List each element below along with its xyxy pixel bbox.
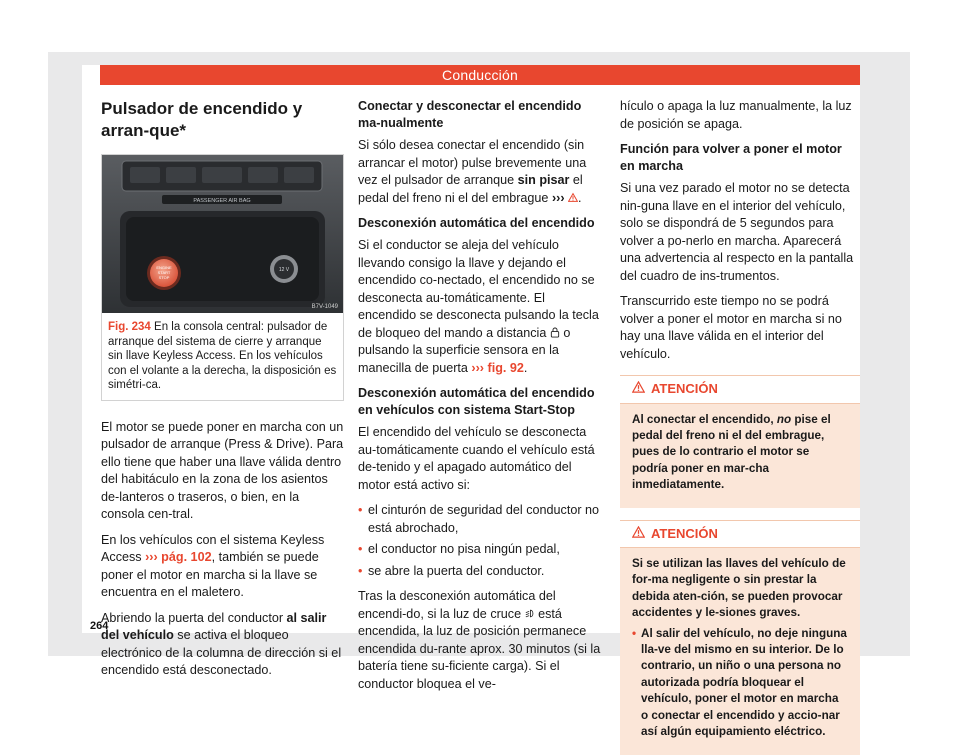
- console-illustration: [102, 155, 343, 313]
- paragraph: El encendido del vehículo se desconecta au-tomáticamente cuando el vehículo está de-tenido y el apagado automático del motor está activo si:: [358, 425, 595, 492]
- condition-list: [358, 502, 604, 580]
- warning-bullet: • Al salir del vehículo, no deje ninguna lla-ve del mismo en su interior. De lo contrario, un niño o una persona no autorizada podría bloquear el vehículo, poner el motor en marcha o conectar el encendido y accio-nar así algún equipamiento eléctrico.: [632, 626, 848, 741]
- paragraph: Transcurrido este tiempo no se podrá volver a poner el motor en marcha si no hay una llave válida en el interior del vehículo.: [620, 294, 842, 361]
- paragraph: Abriendo la puerta del conductor al salir del vehículo se activa el bloqueo electrónico de la columna de dirección si el encendido está desconectado.: [101, 610, 342, 677]
- low-beam-icon: [525, 608, 535, 619]
- warning-text: Si se utilizan las llaves del vehículo de for-ma negligente o sin prestar la debida aten-ción, se pueden provocar accidentes y le-siones graves. • Al salir del vehículo, no deje ninguna lla-ve del mismo en su interior. De lo contrario, un niño o una persona no autorizada podría bloquear el vehículo, poner el motor en marcha o conectar el encendido y accio-nar así algún equipamiento eléctrico.: [620, 548, 860, 754]
- warning-box-1: [620, 375, 860, 508]
- figure-label: Fig. 234: [108, 321, 151, 333]
- warning-box-2: [620, 520, 860, 755]
- list-item: • se abre la puerta del conductor.: [358, 563, 604, 581]
- subheading: Desconexión automática del encendido: [358, 216, 595, 230]
- airbag-label: PASSENGER AIR BAG: [193, 198, 251, 204]
- subheading: Función para volver a poner el motor en marcha: [620, 142, 842, 173]
- image-code: B7V-1049: [311, 304, 338, 310]
- page-number: 264: [90, 620, 109, 632]
- subheading: Desconexión automática del encendido en vehículos con sistema Start-Stop: [358, 386, 595, 417]
- warning-header: [620, 521, 860, 549]
- figure-234: [101, 154, 344, 401]
- paragraph: El motor se puede poner en marcha con un pulsador de arranque (Press & Drive). Para ello tiene que haber una llave válida dentro del habitáculo en la zona de los asientos de-lanteros o traseros, o bien, en la consola cen-tral.: [101, 419, 344, 521]
- socket-label: 12 V: [278, 267, 290, 273]
- warning-title: ATENCIÓN: [651, 381, 718, 396]
- list-item: • el conductor no pisa ningún pedal,: [358, 541, 604, 559]
- figure-caption-text: En la consola central: pulsador de arranque del sistema de cierre y arranque sin llave Keyless Access. En los vehículos con el volante a la derecha, la disposición es simétri-ca.: [108, 321, 337, 391]
- warning-text: Al conectar el encendido, no pise el pedal del freno ni el del embrague, pues de lo contrario el motor se podría poner en mar-cha inmediatamente.: [632, 412, 831, 492]
- console-photo: [102, 155, 343, 313]
- paragraph: Si una vez parado el motor no se detecta nin-guna llave en el interior del vehículo, solo se dispondrá de 5 segundos para volver a po-nerlo en marcha. Aparecerá una advertencia al respecto en la pantalla del cuadro de ins-trumentos.: [620, 181, 854, 283]
- section-title: Pulsador de encendido y arran-que*: [101, 99, 303, 140]
- warning-triangle-icon: [568, 192, 578, 203]
- warning-ref-arrows[interactable]: ›››: [551, 190, 565, 205]
- list-item: • el cinturón de seguridad del conductor no está abrochado,: [358, 502, 604, 537]
- lock-key-icon: [550, 327, 560, 338]
- button-text-start: START: [157, 270, 171, 275]
- subheading: Conectar y desconectar el encendido ma-nualmente: [358, 99, 582, 130]
- warning-title: ATENCIÓN: [651, 525, 718, 541]
- button-text-stop: STOP: [158, 275, 170, 280]
- column-left: [101, 98, 344, 688]
- paragraph: Si sólo desea conectar el encendido (sin arrancar el motor) pulse brevemente una vez el pulsador de arranque sin pisar el pedal del freno ni el del embrague ››› .: [358, 138, 587, 205]
- column-middle: [358, 98, 604, 701]
- paragraph: hículo o apaga la luz manualmente, la luz de posición se apaga.: [620, 99, 852, 131]
- warning-triangle-icon: [632, 526, 645, 538]
- paragraph: Si el conductor se aleja del vehículo llevando consigo la llave y dejando el encendido co-nectado, el encendido no se desconecta au-tomáticamente. El encendido se desconecta pulsando la tecla de bloqueo del mando a distancia o pulsando la superficie sensora en la manecilla de puerta ››› fig. 92.: [358, 238, 599, 375]
- warning-triangle-icon: [632, 381, 645, 393]
- figure-caption: [102, 313, 343, 400]
- page-link[interactable]: ››› pág. 102: [145, 550, 212, 564]
- paragraph: Tras la desconexión automática del encendi-do, si la luz de cruce está encendida, la luz de posición permanece encendida du-rante aprox. 30 minutos (si la batería tiene su-ficiente carga). Si el conductor bloquea el ve-: [358, 589, 601, 691]
- figure-link[interactable]: ››› fig. 92: [471, 360, 524, 375]
- button-text-engine: ENGINE: [156, 265, 172, 270]
- column-right: [620, 98, 860, 755]
- warning-header: [620, 376, 860, 404]
- chapter-header: Conducción: [100, 65, 860, 85]
- paragraph: En los vehículos con el sistema Keyless Access ››› pág. 102, también se puede poner el motor en marcha si la llave se encuentra en el maletero.: [101, 532, 325, 599]
